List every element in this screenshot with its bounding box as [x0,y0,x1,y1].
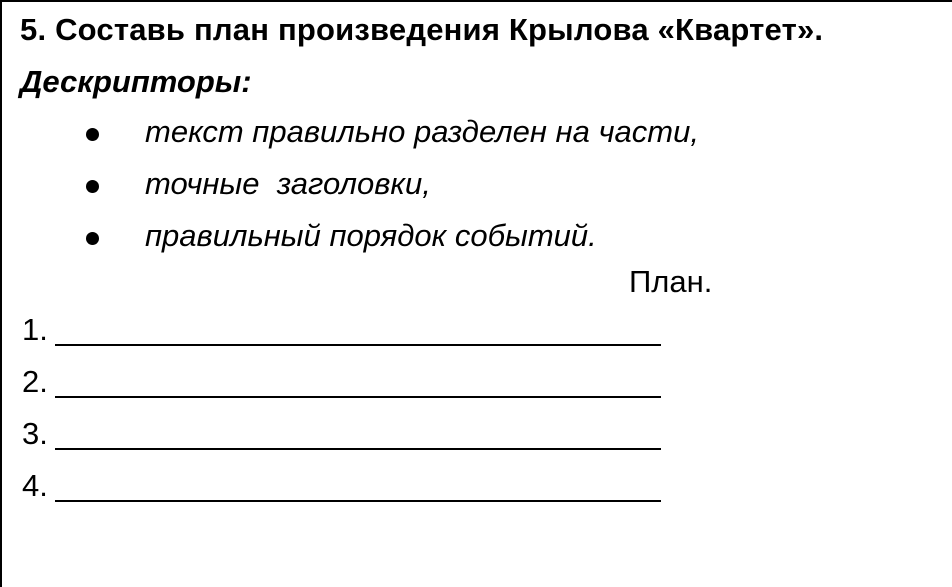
task-title: 5. Составь план произведения Крылова «Квартет». [20,12,824,47]
bullet-icon [86,128,99,141]
descriptor-text: правильный порядок событий. [145,218,597,253]
plan-line-blank[interactable] [55,500,661,502]
plan-line-number: 1. [22,312,48,347]
plan-line-number: 2. [22,364,48,399]
descriptor-text: текст правильно разделен на части, [145,114,699,149]
plan-line-blank[interactable] [55,396,661,398]
plan-line-blank[interactable] [55,448,661,450]
plan-line-number: 3. [22,416,48,451]
bullet-icon [86,232,99,245]
plan-heading: План. [629,264,713,299]
plan-line-blank[interactable] [55,344,661,346]
plan-line-number: 4. [22,468,48,503]
descriptor-text: точные заголовки, [145,166,431,201]
descriptors-label: Дескрипторы: [20,64,252,99]
bullet-icon [86,180,99,193]
